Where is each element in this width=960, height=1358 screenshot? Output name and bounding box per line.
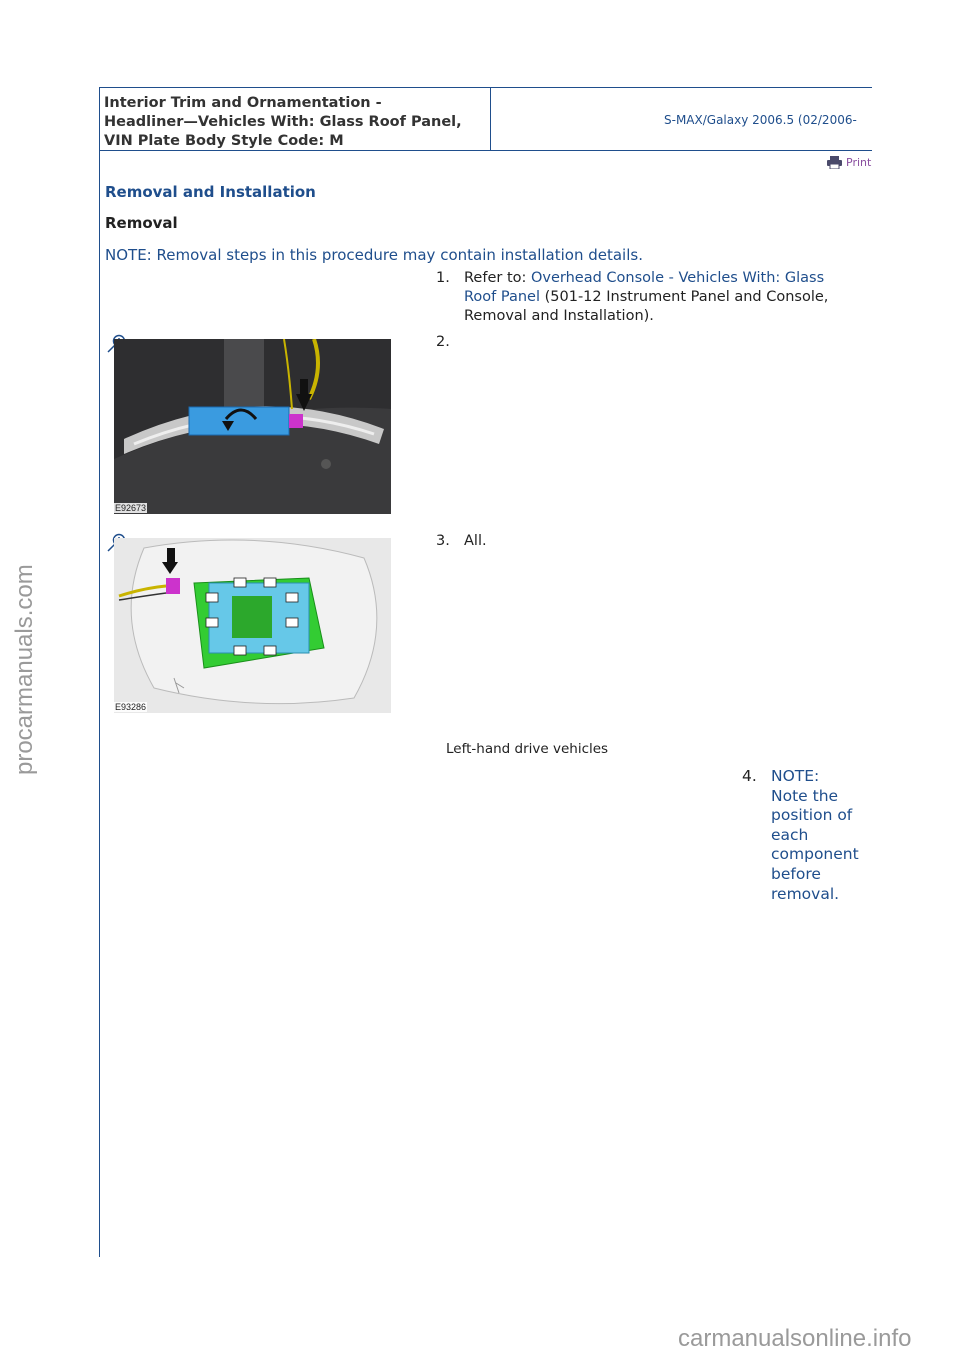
step-note — [771, 767, 871, 904]
removal-note: NOTE: Removal steps in this procedure may contain installation details. — [105, 246, 643, 264]
step-note-line: component — [771, 845, 859, 864]
step-reference-end: Removal and Installation). — [464, 308, 654, 324]
figure-caption: Left-hand drive vehicles — [446, 741, 609, 757]
step-prefix: Refer to: — [464, 270, 531, 286]
section-subheading: Removal — [105, 214, 178, 232]
headliner-illustration — [114, 339, 391, 514]
overhead-console-link[interactable]: Overhead Console - Vehicles With: Glass — [531, 270, 825, 286]
document-title-line: VIN Plate Body Style Code: M — [104, 133, 344, 149]
step-3-figure[interactable] — [114, 538, 391, 713]
step-note-line: before — [771, 864, 821, 883]
step-number: 1. — [436, 270, 450, 286]
step-number: 2. — [436, 334, 450, 350]
document-title — [104, 94, 489, 151]
step-note-line: NOTE: — [771, 767, 820, 785]
print-label: Print — [846, 156, 872, 169]
side-watermark — [8, 560, 38, 780]
step-number: 3. — [436, 533, 450, 549]
print-button[interactable] — [827, 156, 871, 169]
step-text: All. — [464, 533, 487, 549]
figure-label: E93286 — [115, 702, 147, 712]
bottom-watermark: carmanualsonline.info — [678, 1325, 912, 1352]
vehicle-model: S-MAX/Galaxy 2006.5 (02/2006- — [664, 113, 857, 127]
step-reference: (501-12 Instrument Panel and Console, — [540, 289, 829, 305]
page-left-rule — [99, 87, 100, 1257]
document-title-line: Headliner—Vehicles With: Glass Roof Panel, — [104, 114, 462, 130]
step-note-line: removal. — [771, 884, 840, 903]
step-text — [464, 269, 828, 326]
document-title-line: Interior Trim and Ornamentation - — [104, 95, 382, 111]
side-watermark-text: procarmanuals.com — [11, 564, 38, 775]
section-heading: Removal and Installation — [105, 183, 316, 201]
step-number: 4. — [742, 767, 757, 785]
figure-label: E92673 — [115, 503, 147, 513]
printer-icon — [827, 156, 842, 169]
overhead-module-illustration — [114, 538, 391, 713]
step-note-line: each — [771, 825, 809, 844]
step-note-line: Note the — [771, 786, 839, 805]
step-2-figure[interactable] — [114, 339, 391, 514]
page-header — [99, 87, 872, 151]
header-divider — [490, 88, 491, 150]
roof-panel-link[interactable]: Roof Panel — [464, 289, 540, 305]
step-note-line: position of — [771, 806, 853, 825]
